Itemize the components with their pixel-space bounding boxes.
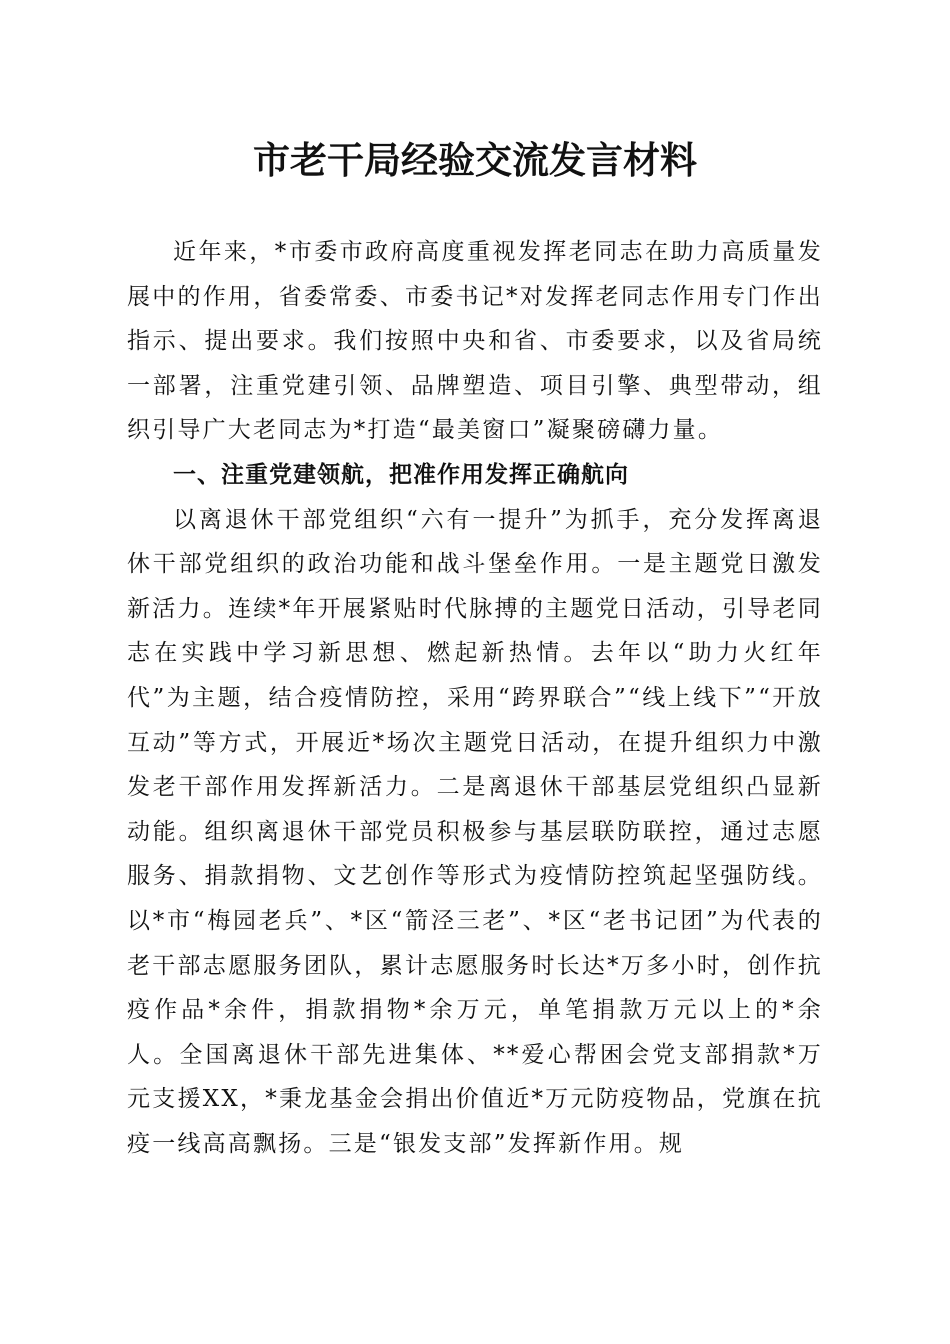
document-title: 市老干局经验交流发言材料 <box>253 138 697 182</box>
section-heading-1: 一、注重党建领航，把准作用发挥正确航向 <box>173 461 629 488</box>
intro-paragraph: 近年来，*市委市政府高度重视发挥老同志在助力高质量发展中的作用，省委常委、市委书记*对发挥老同志作用专门作出指示、提出要求。我们按照中央和省、市委要求，以及省局统一部署，注重党建引领、品牌塑造、项目引擎、典型带动，组织引导广大老同志为*打造“最美窗口”凝聚磅礴力量。 <box>127 239 823 444</box>
document-body <box>127 230 823 1166</box>
section-paragraph-1: 以离退休干部党组织“六有一提升”为抓手，充分发挥离退休干部党组织的政治功能和战斗堡垒作用。一是主题党日激发新活力。连续*年开展紧贴时代脉搏的主题党日活动，引导老同志在实践中学习新思想、燃起新热情。去年以“助力火红年代”为主题，结合疫情防控，采用“跨界联合”“线上线下”“开放互动”等方式，开展近*场次主题党日活动，在提升组织力中激发老干部作用发挥新活力。二是离退休干部基层党组织凸显新动能。组织离退休干部党员积极参与基层联防联控，通过志愿服务、捐款捐物、文艺创作等形式为疫情防控筑起坚强防线。以*市“梅园老兵”、*区“箭泾三老”、*区“老书记团”为代表的老干部志愿服务团队，累计志愿服务时长达*万多小时，创作抗疫作品*余件，捐款捐物*余万元，单笔捐款万元以上的*余人。全国离退休干部先进集体、**爱心帮困会党支部捐款*万元支援XX，*秉龙基金会捐出价值近*万元防疫物品，党旗在抗疫一线高高飘扬。三是“银发支部”发挥新作用。规 <box>127 506 823 1157</box>
